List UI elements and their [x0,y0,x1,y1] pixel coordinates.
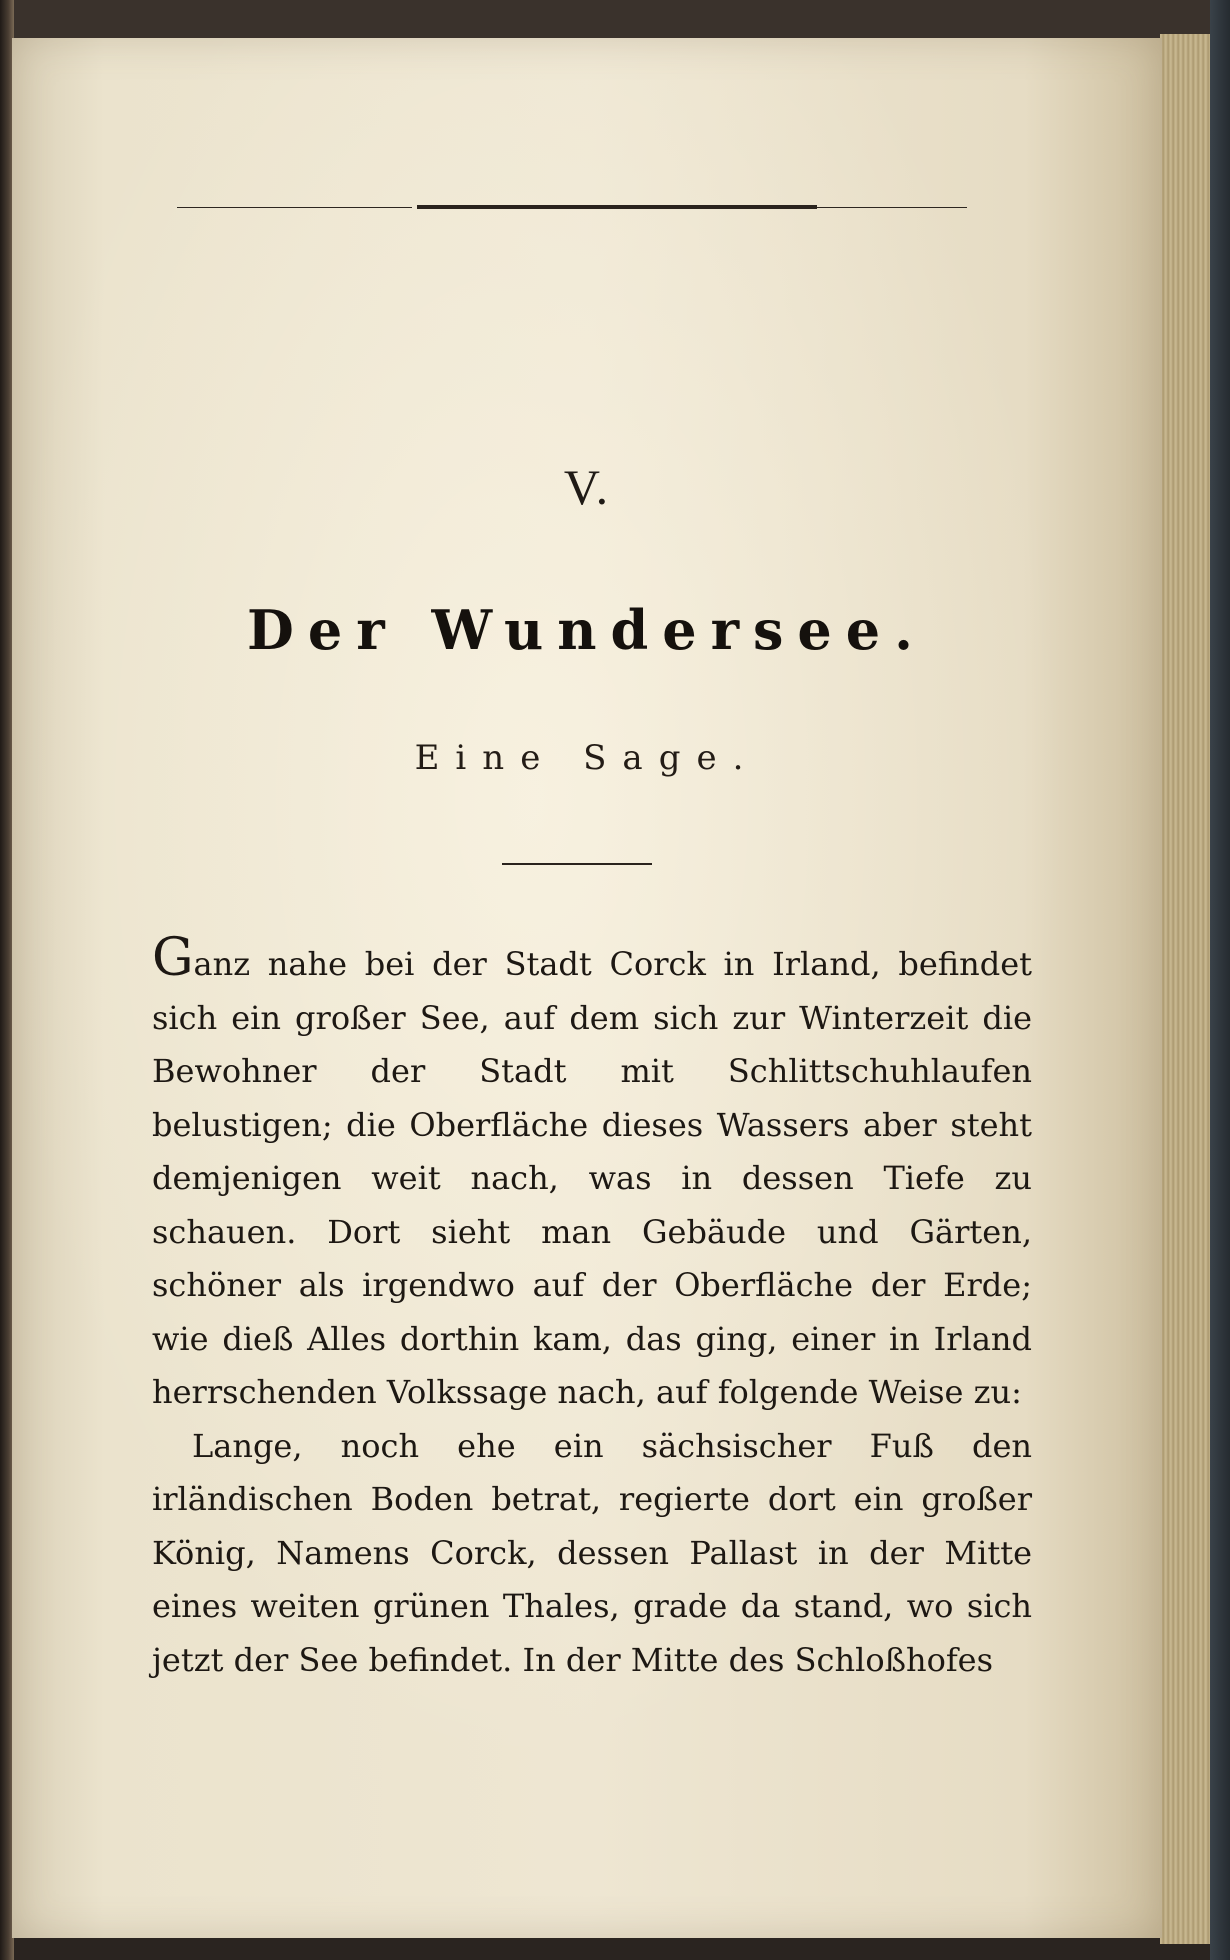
header-rule-thin-right [817,207,967,208]
paragraph-1 [152,928,1032,1420]
initial-letter: G [152,928,194,988]
paragraph-2: Lange, noch ehe ein sächsischer Fuß den irländischen Boden betrat, regierte dort ein großer König, Namens Corck, dessen Pallast in der Mitte eines weiten grünen Thales, grade da stand, wo sich jetzt der See befindet. In der Mitte des Schloßhofes [152,1426,1032,1679]
body-text [152,928,1032,1687]
header-rule-thick [417,205,817,209]
header-rule [177,202,1002,210]
book-page [12,38,1162,1938]
chapter-subtitle: Eine Sage. [414,738,760,778]
paragraph-1-text: anz nahe bei der Stadt Corck in Irland, befindet sich ein großer See, auf dem sich zur Winterzeit die Bewohner der Stadt mit Schlittschuhlaufen belustigen; die Oberfläche dieses Wassers aber steht demjenigen weit nach, was in dessen Tiefe zu schauen. Dort sieht man Gebäude und Gärten, schöner als irgendwo auf der Oberfläche der Erde; wie dieß Alles dorthin kam, das ging, einer in Irland herrschenden Volkssage nach, auf folgende Weise zu: [152,945,1032,1411]
chapter-title: Der Wundersee. [247,598,927,662]
chapter-number: V. [563,459,611,515]
page-stack-edge [1160,34,1216,1944]
book-cover-edge [1210,0,1230,1960]
header-rule-thin-left [177,207,412,208]
section-divider [502,863,652,865]
